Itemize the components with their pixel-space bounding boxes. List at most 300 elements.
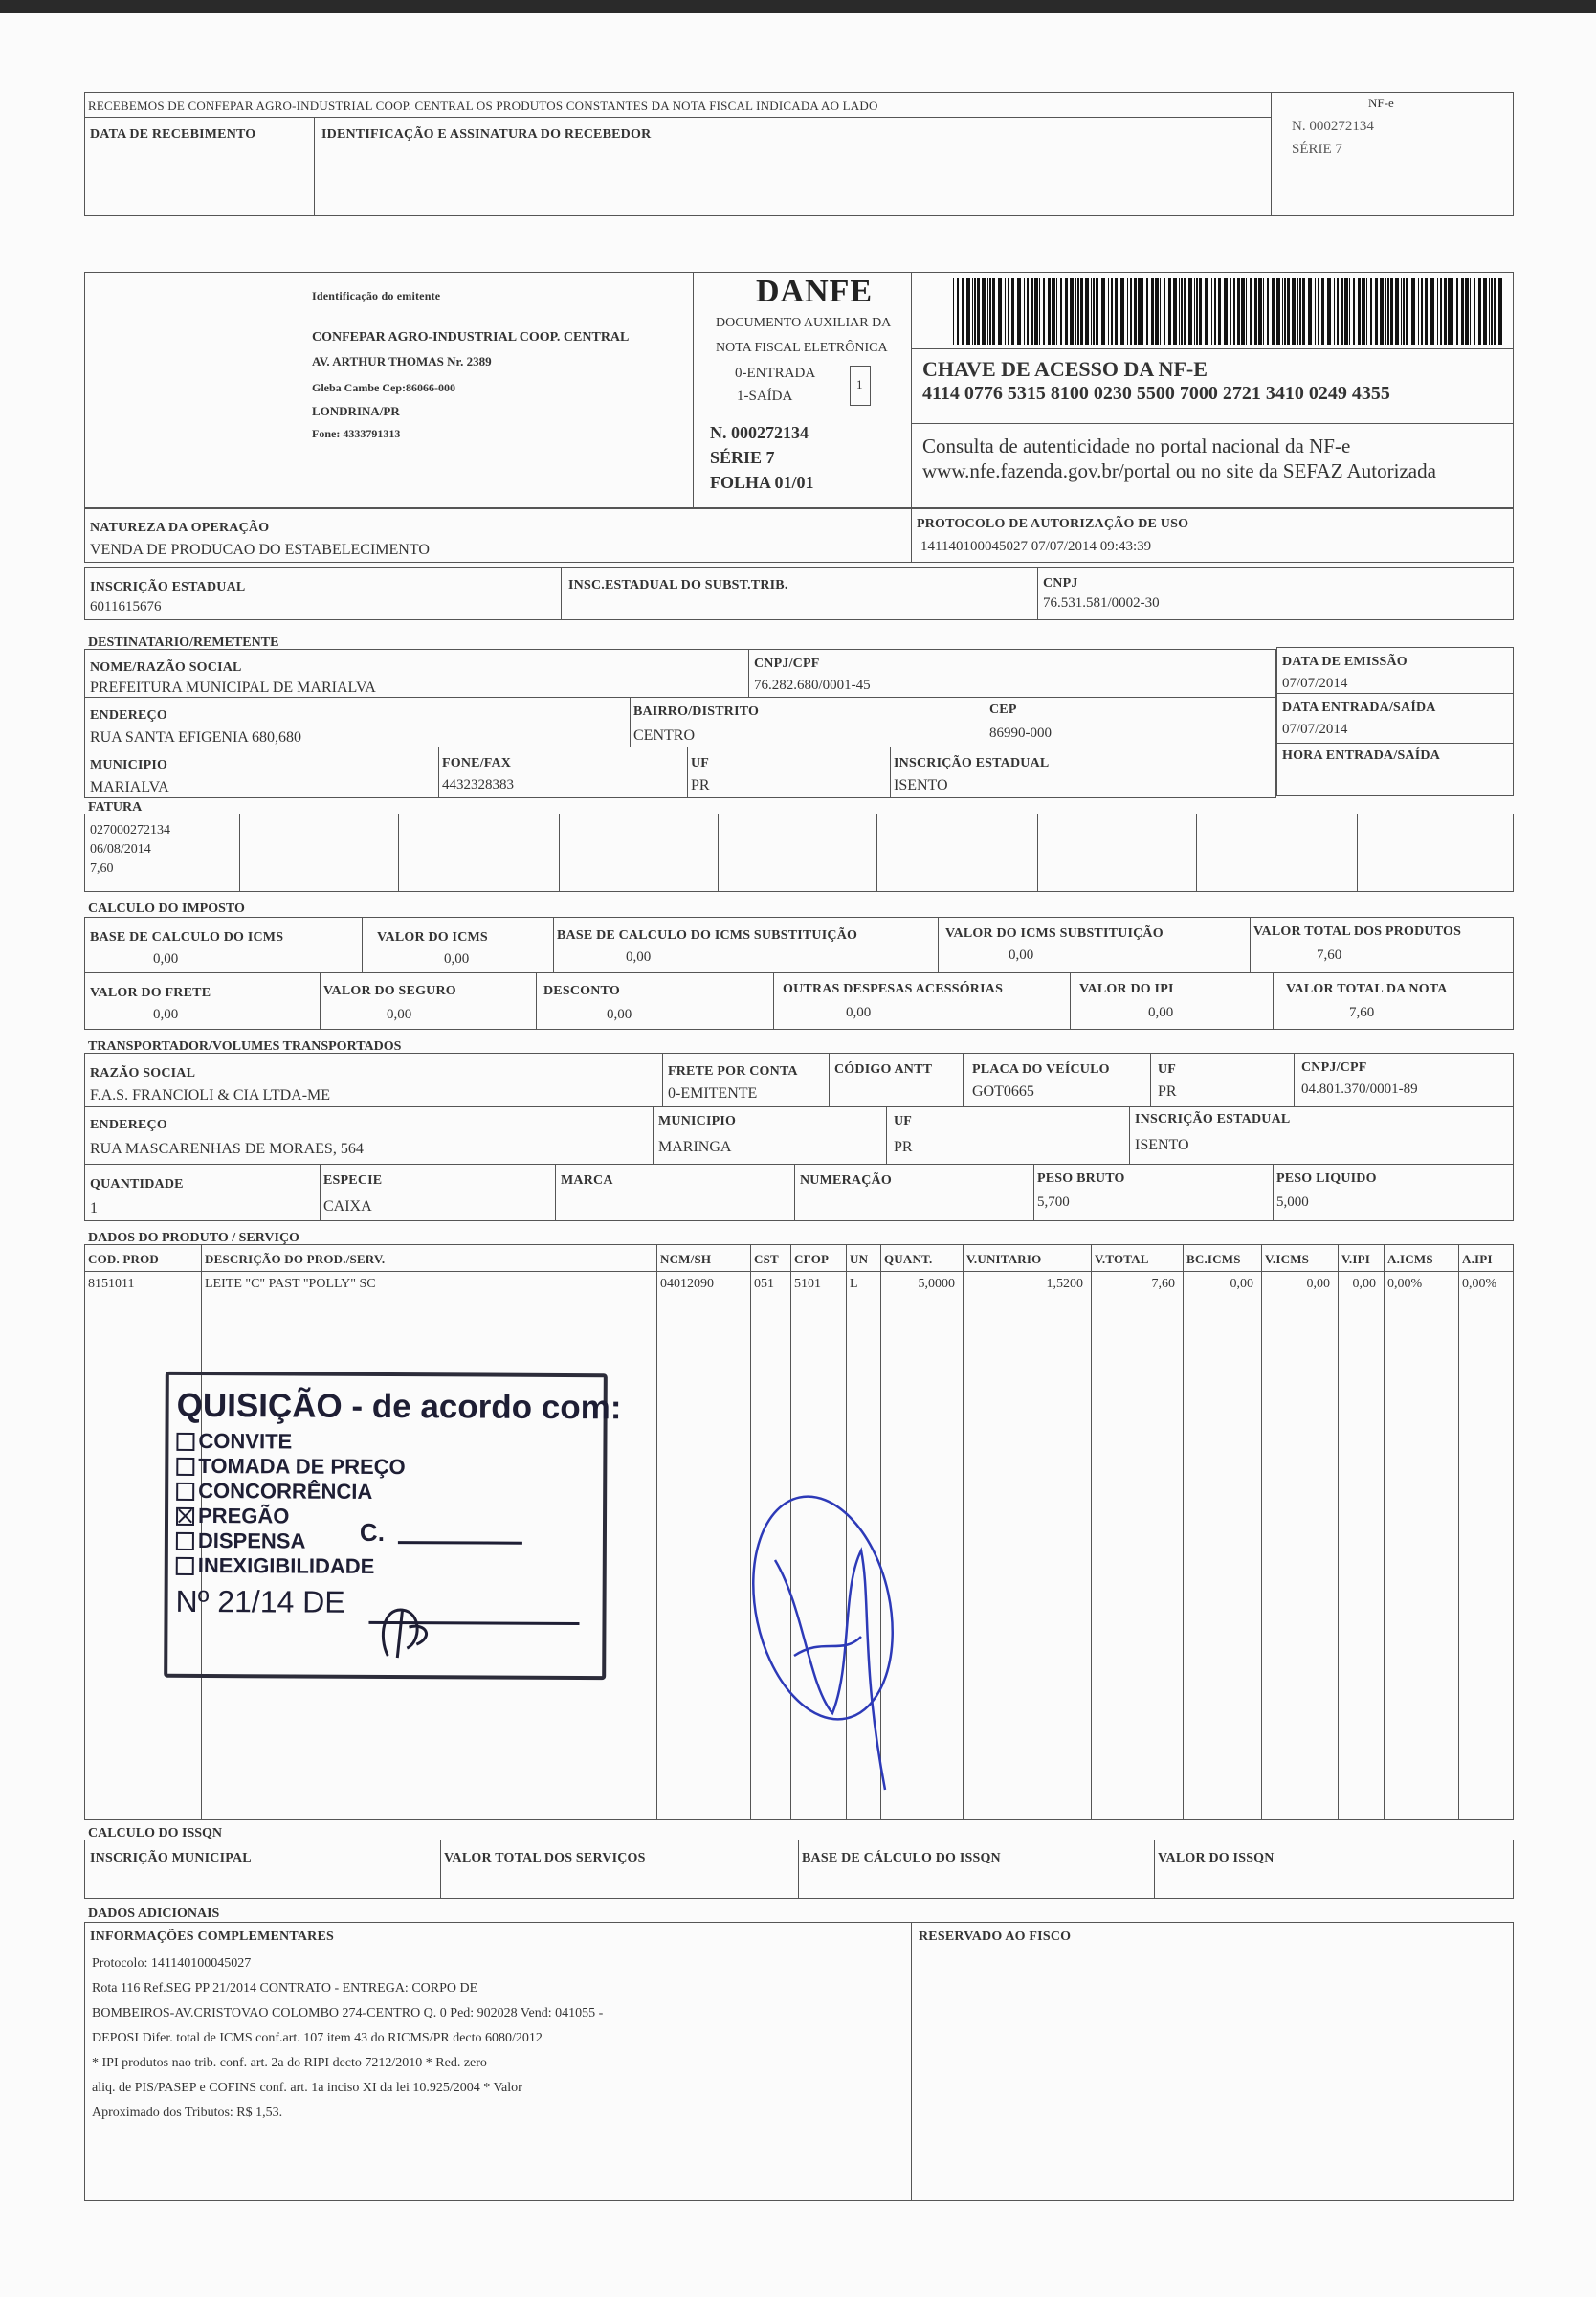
- transp-liquido-label: PESO LIQUIDO: [1276, 1171, 1377, 1186]
- barcode-bar: [1318, 278, 1319, 345]
- barcode-bar: [1267, 278, 1269, 345]
- barcode-bar: [1164, 278, 1165, 345]
- barcode-bar: [1341, 278, 1343, 345]
- barcode-bar: [972, 278, 973, 345]
- cell-cfop: 5101: [794, 1277, 821, 1291]
- barcode-bar: [1052, 278, 1055, 345]
- data-recebimento-label: DATA DE RECEBIMENTO: [90, 127, 256, 142]
- transp-municipio-label: MUNICIPIO: [658, 1114, 737, 1128]
- barcode-bar: [1031, 278, 1033, 345]
- barcode-bar: [962, 278, 964, 345]
- barcode-bar: [1395, 278, 1399, 345]
- checkbox-icon: [176, 1532, 194, 1550]
- danfe-title: DANFE: [756, 274, 874, 309]
- canhoto-nfe: NF-e: [1368, 96, 1394, 110]
- barcode-bar: [1370, 278, 1372, 345]
- transp-uf2-label: UF: [894, 1114, 913, 1128]
- info-label: INFORMAÇÕES COMPLEMENTARES: [90, 1929, 335, 1944]
- dest-entrada-label: DATA ENTRADA/SAÍDA: [1282, 701, 1436, 715]
- barcode-bar: [1375, 278, 1378, 345]
- dest-ie-label: INSCRIÇÃO ESTADUAL: [894, 756, 1050, 770]
- outras-label: OUTRAS DESPESAS ACESSÓRIAS: [783, 982, 1004, 996]
- frete: 0,00: [153, 1007, 179, 1022]
- dest-cep-label: CEP: [989, 702, 1017, 717]
- barcode-bar: [1263, 278, 1264, 345]
- transp-placa-label: PLACA DO VEÍCULO: [972, 1062, 1110, 1077]
- issqn-box: [84, 1840, 1514, 1899]
- checkbox-icon: [176, 1433, 194, 1451]
- transp-antt-label: CÓDIGO ANTT: [834, 1062, 933, 1077]
- barcode-bar: [1284, 278, 1286, 345]
- barcode-bar: [1494, 278, 1496, 345]
- v-prod: 7,60: [1317, 948, 1342, 963]
- col-header-cfop: CFOP: [794, 1252, 830, 1266]
- aquisicao-stamp: [164, 1372, 622, 1680]
- barcode-bar: [1282, 278, 1283, 345]
- fatura-numero: 027000272134: [90, 823, 170, 837]
- fisco-label: RESERVADO AO FISCO: [919, 1929, 1072, 1944]
- cell-descricao: LEITE "C" PAST "POLLY" SC: [205, 1277, 376, 1291]
- transp-especie: CAIXA: [323, 1198, 372, 1215]
- barcode-bar: [1315, 278, 1316, 345]
- barcode-bar: [1048, 278, 1051, 345]
- cell-un: L: [850, 1277, 858, 1291]
- dest-endereco: RUA SANTA EFIGENIA 680,680: [90, 729, 301, 746]
- col-header-un: UN: [850, 1252, 869, 1266]
- barcode-bar: [953, 278, 954, 345]
- fatura-valor: 7,60: [90, 861, 114, 876]
- barcode-bar: [1387, 278, 1389, 345]
- barcode-bar: [1115, 278, 1118, 345]
- barcode-bar: [1027, 278, 1029, 345]
- barcode-bar: [1411, 278, 1415, 345]
- barcode-bar: [1344, 278, 1348, 345]
- imposto-section: CALCULO DO IMPOSTO: [88, 902, 245, 916]
- protocolo-label: PROTOCOLO DE AUTORIZAÇÃO DE USO: [917, 517, 1189, 531]
- barcode-bar: [1349, 278, 1350, 345]
- barcode-bar: [1138, 278, 1142, 345]
- transp-numeracao-label: NUMERAÇÃO: [800, 1173, 892, 1188]
- col-header-bcicms: BC.ICMS: [1186, 1252, 1241, 1266]
- col-header-vicms: V.ICMS: [1265, 1252, 1310, 1266]
- cell-aipi: 0,00%: [1462, 1277, 1497, 1291]
- info-line: * IPI produtos nao trib. conf. art. 2a do RIPI decto 7212/2010 * Red. zero: [92, 2056, 487, 2070]
- transp-cnpj-label: CNPJ/CPF: [1301, 1060, 1367, 1075]
- scan-top-edge: [0, 0, 1596, 13]
- ipi: 0,00: [1148, 1005, 1174, 1020]
- transp-municipio: MARINGA: [658, 1139, 732, 1155]
- stamp-initials-icon: [368, 1598, 445, 1665]
- barcode-bar: [1199, 278, 1202, 345]
- barcode-bar: [1196, 278, 1198, 345]
- barcode-bar: [1181, 278, 1183, 345]
- transp-marca-label: MARCA: [561, 1173, 613, 1188]
- bc-icms-label: BASE DE CALCULO DO ICMS: [90, 930, 284, 945]
- desconto: 0,00: [607, 1007, 632, 1022]
- barcode-bar: [1043, 278, 1045, 345]
- transp-liquido: 5,000: [1276, 1194, 1309, 1210]
- desconto-label: DESCONTO: [543, 984, 620, 998]
- checkbox-icon: [176, 1458, 194, 1476]
- dest-hora-label: HORA ENTRADA/SAÍDA: [1282, 748, 1441, 763]
- barcode-bar: [1272, 278, 1275, 345]
- dest-endereco-label: ENDEREÇO: [90, 708, 167, 723]
- inscricao-box: [84, 567, 1514, 620]
- natureza-value: VENDA DE PRODUCAO DO ESTABELECIMENTO: [90, 542, 430, 558]
- barcode-bar: [1039, 278, 1040, 345]
- info-line: Protocolo: 141140100045027: [92, 1956, 252, 1971]
- dest-fone: 4432328383: [442, 777, 514, 792]
- cell-aicms: 0,00%: [1387, 1277, 1423, 1291]
- transp-bruto-label: PESO BRUTO: [1037, 1171, 1125, 1186]
- barcode-bar: [1205, 278, 1208, 345]
- outras: 0,00: [846, 1005, 872, 1020]
- col-header-ncm: NCM/SH: [660, 1252, 712, 1266]
- dest-nome-label: NOME/RAZÃO SOCIAL: [90, 660, 242, 675]
- danfe-numero: N. 000272134: [710, 423, 809, 442]
- barcode-bar: [1237, 278, 1240, 345]
- transp-uf: PR: [1158, 1083, 1177, 1100]
- barcode-bar: [989, 278, 991, 345]
- transp-endereco: RUA MASCARENHAS DE MORAES, 564: [90, 1141, 364, 1157]
- info-line: aliq. de PIS/PASEP e COFINS conf. art. 1a inciso XI da lei 10.925/2004 * Valor: [92, 2081, 522, 2095]
- barcode-bar: [1085, 278, 1089, 345]
- fatura-vencimento: 06/08/2014: [90, 842, 151, 857]
- barcode-bar: [1250, 278, 1252, 345]
- barcode-bar: [1194, 278, 1195, 345]
- natureza-label: NATUREZA DA OPERAÇÃO: [90, 521, 270, 535]
- barcode-bar: [1302, 278, 1305, 345]
- transp-uf2: PR: [894, 1139, 913, 1155]
- barcode: [953, 278, 1508, 345]
- barcode-bar: [992, 278, 995, 345]
- barcode-bar: [1448, 278, 1452, 345]
- checked-checkbox-icon: [176, 1507, 194, 1526]
- dest-emissao: 07/07/2014: [1282, 676, 1348, 691]
- protocolo-value: 141140100045027 07/07/2014 09:43:39: [920, 539, 1152, 554]
- cell-vtotal: 7,60: [1151, 1277, 1175, 1291]
- cell-vunit: 1,5200: [1046, 1277, 1083, 1291]
- stamp-opt-concorrencia: CONCORRÊNCIA: [176, 1479, 372, 1505]
- checkbox-icon: [176, 1557, 194, 1575]
- canhoto-numero: N. 000272134: [1292, 119, 1374, 134]
- barcode-bar: [1444, 278, 1447, 345]
- barcode-bar: [1461, 278, 1464, 345]
- transp-bruto: 5,700: [1037, 1194, 1070, 1210]
- cell-cod: 8151011: [88, 1277, 135, 1291]
- barcode-bar: [1456, 278, 1458, 345]
- barcode-bar: [1299, 278, 1301, 345]
- v-nota: 7,60: [1349, 1005, 1375, 1020]
- signature-icon: [718, 1474, 947, 1818]
- cell-quant: 5,0000: [918, 1277, 955, 1291]
- dest-fone-label: FONE/FAX: [442, 756, 512, 770]
- barcode-bar: [1483, 278, 1487, 345]
- barcode-bar: [1101, 278, 1105, 345]
- emitente-nome: CONFEPAR AGRO-INDUSTRIAL COOP. CENTRAL: [312, 330, 630, 345]
- barcode-bar: [1246, 278, 1247, 345]
- issqn-v-label: VALOR DO ISSQN: [1158, 1851, 1275, 1865]
- barcode-bar: [1024, 278, 1025, 345]
- cnpj-label: CNPJ: [1043, 576, 1078, 591]
- barcode-bar: [1498, 278, 1502, 345]
- barcode-bar: [1276, 278, 1280, 345]
- checkbox-icon: [176, 1483, 194, 1501]
- barcode-bar: [1337, 278, 1339, 345]
- canhoto-serie: SÉRIE 7: [1292, 142, 1342, 157]
- dest-cnpj: 76.282.680/0001-45: [754, 678, 871, 693]
- col-header-vunit: V.UNITARIO: [966, 1252, 1042, 1266]
- barcode-bar: [1120, 278, 1124, 345]
- dest-uf-label: UF: [691, 756, 710, 770]
- barcode-bar: [1403, 278, 1405, 345]
- transp-especie-label: ESPECIE: [323, 1173, 383, 1188]
- barcode-bar: [1130, 278, 1132, 345]
- barcode-bar: [1308, 278, 1312, 345]
- barcode-bar: [1362, 278, 1365, 345]
- stamp-opt-convite: CONVITE: [176, 1429, 292, 1455]
- barcode-bar: [1241, 278, 1245, 345]
- danfe-entrada: 0-ENTRADA: [735, 366, 816, 381]
- col-header-cst: CST: [754, 1252, 779, 1266]
- col-header-cod: COD. PROD: [88, 1252, 160, 1266]
- issqn-vts-label: VALOR TOTAL DOS SERVIÇOS: [444, 1851, 646, 1865]
- barcode-bar: [1160, 278, 1161, 345]
- emitente-fone: Fone: 4333791313: [312, 427, 401, 440]
- barcode-bar: [1168, 278, 1171, 345]
- transp-cnpj: 04.801.370/0001-89: [1301, 1082, 1418, 1097]
- barcode-bar: [1011, 278, 1014, 345]
- barcode-bar: [974, 278, 976, 345]
- stamp-opt-inexigibilidade: INEXIGIBILIDADE: [176, 1553, 375, 1579]
- barcode-bar: [1440, 278, 1442, 345]
- destinatario-box: [84, 649, 1276, 798]
- identificacao-recebedor-label: IDENTIFICAÇÃO E ASSINATURA DO RECEBEDOR: [321, 127, 652, 142]
- dest-ie: ISENTO: [894, 777, 948, 793]
- barcode-bar: [1005, 278, 1006, 345]
- barcode-bar: [1155, 278, 1159, 345]
- barcode-bar: [1080, 278, 1083, 345]
- col-header-vipi: V.IPI: [1341, 1252, 1371, 1266]
- stamp-opt-dispensa: DISPENSA: [176, 1528, 306, 1554]
- destinatario-section: DESTINATARIO/REMETENTE: [88, 636, 279, 650]
- dest-entrada: 07/07/2014: [1282, 722, 1348, 737]
- barcode-bar: [957, 278, 959, 345]
- emitente-gleba: Gleba Cambe Cep:86066-000: [312, 381, 455, 394]
- barcode-bar: [1146, 278, 1148, 345]
- consulta-line1: Consulta de autenticidade no portal nacional da NF-e: [922, 435, 1351, 457]
- danfe-saida: 1-SAÍDA: [737, 389, 793, 404]
- barcode-bar: [1070, 278, 1074, 345]
- cell-cst: 051: [754, 1277, 774, 1291]
- barcode-bar: [1179, 278, 1180, 345]
- barcode-bar: [1091, 278, 1092, 345]
- v-icms-label: VALOR DO ICMS: [377, 930, 488, 945]
- barcode-bar: [987, 278, 988, 345]
- barcode-bar: [977, 278, 980, 345]
- info-line: Rota 116 Ref.SEG PP 21/2014 CONTRATO - ENTREGA: CORPO DE: [92, 1981, 478, 1996]
- barcode-bar: [1425, 278, 1428, 345]
- info-line: DEPOSI Difer. total de ICMS conf.art. 107 item 43 do RICMS/PR decto 6080/2012: [92, 2031, 543, 2045]
- adicionais-section: DADOS ADICIONAIS: [88, 1907, 220, 1921]
- emitente-endereco: AV. ARTHUR THOMAS Nr. 2389: [312, 354, 492, 368]
- transp-qtd: 1: [90, 1200, 98, 1216]
- stamp-opt-pregao: PREGÃO: [176, 1504, 289, 1529]
- transp-razao: F.A.S. FRANCIOLI & CIA LTDA-ME: [90, 1087, 331, 1104]
- barcode-bar: [982, 278, 986, 345]
- barcode-bar: [1214, 278, 1216, 345]
- ie-value: 6011615676: [90, 599, 162, 614]
- barcode-bar: [1321, 278, 1324, 345]
- barcode-bar: [1108, 278, 1109, 345]
- barcode-bar: [1065, 278, 1068, 345]
- transp-placa: GOT0665: [972, 1083, 1034, 1100]
- barcode-bar: [1218, 278, 1221, 345]
- barcode-bar: [1188, 278, 1192, 345]
- cell-vipi: 0,00: [1352, 1277, 1376, 1291]
- dest-bairro: CENTRO: [633, 727, 695, 744]
- barcode-bar: [1142, 278, 1143, 345]
- barcode-bar: [1334, 278, 1335, 345]
- bc-icms: 0,00: [153, 951, 179, 967]
- seguro-label: VALOR DO SEGURO: [323, 984, 456, 998]
- danfe-folha: FOLHA 01/01: [710, 473, 814, 492]
- transp-ie: ISENTO: [1135, 1137, 1189, 1153]
- dest-cnpj-label: CNPJ/CPF: [754, 657, 820, 671]
- emitente-label: Identificação do emitente: [312, 289, 441, 302]
- fatura-section: FATURA: [88, 800, 143, 814]
- dest-emissao-label: DATA DE EMISSÃO: [1282, 655, 1408, 669]
- transp-endereco-label: ENDEREÇO: [90, 1118, 167, 1132]
- barcode-bar: [1421, 278, 1423, 345]
- ie-label: INSCRIÇÃO ESTADUAL: [90, 580, 246, 594]
- col-header-vtotal: V.TOTAL: [1095, 1252, 1149, 1266]
- transp-ie-label: INSCRIÇÃO ESTADUAL: [1135, 1112, 1291, 1126]
- dest-uf: PR: [691, 777, 710, 793]
- barcode-bar: [1474, 278, 1475, 345]
- consulta-line2: www.nfe.fazenda.gov.br/portal ou no site da SEFAZ Autorizada: [922, 459, 1436, 482]
- barcode-bar: [1056, 278, 1057, 345]
- emitente-cidade: LONDRINA/PR: [312, 404, 400, 418]
- dest-cep: 86990-000: [989, 725, 1052, 741]
- info-line: BOMBEIROS-AV.CRISTOVAO COLOMBO 274-CENTRO Q. 0 Ped: 902028 Vend: 041055 -: [92, 2006, 604, 2020]
- ie-st-label: INSC.ESTADUAL DO SUBST.TRIB.: [568, 578, 788, 592]
- col-header-aicms: A.ICMS: [1387, 1252, 1433, 1266]
- barcode-bar: [1258, 278, 1262, 345]
- stamp-numero: Nº 21/14 DE: [175, 1583, 345, 1619]
- dest-municipio-label: MUNICIPIO: [90, 758, 168, 772]
- tipo-operacao-value: 1: [856, 377, 863, 391]
- barcode-bar: [1134, 278, 1137, 345]
- frete-label: VALOR DO FRETE: [90, 986, 211, 1000]
- transp-frete-label: FRETE POR CONTA: [668, 1064, 798, 1079]
- barcode-bar: [1060, 278, 1062, 345]
- barcode-bar: [1287, 278, 1290, 345]
- barcode-bar: [1184, 278, 1186, 345]
- transp-razao-label: RAZÃO SOCIAL: [90, 1066, 196, 1081]
- barcode-bar: [1327, 278, 1331, 345]
- col-header-quant: QUANT.: [884, 1252, 933, 1266]
- barcode-bar: [1353, 278, 1355, 345]
- stamp-opt-tomada: TOMADA DE PREÇO: [176, 1454, 405, 1480]
- barcode-bar: [1465, 278, 1469, 345]
- transp-qtd-label: QUANTIDADE: [90, 1177, 184, 1192]
- barcode-bar: [1034, 278, 1038, 345]
- dest-nome: PREFEITURA MUNICIPAL DE MARIALVA: [90, 680, 376, 696]
- barcode-bar: [1077, 278, 1079, 345]
- issqn-im-label: INSCRIÇÃO MUNICIPAL: [90, 1851, 252, 1865]
- barcode-bar: [1478, 278, 1481, 345]
- fatura-box: [84, 814, 1514, 892]
- barcode-bar: [1491, 278, 1493, 345]
- barcode-bar: [1111, 278, 1113, 345]
- v-icms: 0,00: [444, 951, 470, 967]
- issqn-section: CALCULO DO ISSQN: [88, 1826, 223, 1840]
- stamp-title: QUISIÇÃO - de acordo com:: [176, 1386, 622, 1427]
- barcode-bar: [1437, 278, 1438, 345]
- barcode-bar: [1297, 278, 1298, 345]
- barcode-bar: [1380, 278, 1384, 345]
- seguro: 0,00: [387, 1007, 412, 1022]
- barcode-bar: [1224, 278, 1228, 345]
- barcode-bar: [1401, 278, 1402, 345]
- danfe-line1: DOCUMENTO AUXILIAR DA: [716, 316, 892, 330]
- barcode-bar: [1173, 278, 1177, 345]
- barcode-bar: [1358, 278, 1361, 345]
- chave-value: 4114 0776 5315 8100 0230 5500 7000 2721 3410 0249 4355: [922, 383, 1390, 404]
- danfe-serie: SÉRIE 7: [710, 448, 775, 467]
- barcode-bar: [1075, 278, 1076, 345]
- transp-frete: 0-EMITENTE: [668, 1085, 758, 1102]
- transp-uf-label: UF: [1158, 1062, 1177, 1077]
- dest-municipio: MARIALVA: [90, 779, 169, 795]
- issqn-bc-label: BASE DE CÁLCULO DO ISSQN: [802, 1851, 1001, 1865]
- barcode-bar: [1470, 278, 1471, 345]
- barcode-bar: [998, 278, 1002, 345]
- col-header-aipi: A.IPI: [1462, 1252, 1493, 1266]
- barcode-bar: [1430, 278, 1434, 345]
- barcode-bar: [1390, 278, 1393, 345]
- info-line: Aproximado dos Tributos: R$ 1,53.: [92, 2106, 283, 2120]
- v-prod-label: VALOR TOTAL DOS PRODUTOS: [1253, 925, 1462, 939]
- barcode-bar: [1151, 278, 1154, 345]
- barcode-bar: [1008, 278, 1009, 345]
- cell-ncm: 04012090: [660, 1277, 714, 1291]
- barcode-bar: [1096, 278, 1098, 345]
- v-nota-label: VALOR TOTAL DA NOTA: [1286, 982, 1448, 996]
- cell-vicms: 0,00: [1306, 1277, 1330, 1291]
- barcode-bar: [1230, 278, 1231, 345]
- danfe-line2: NOTA FISCAL ELETRÔNICA: [716, 341, 888, 355]
- barcode-bar: [1452, 278, 1453, 345]
- chave-label: CHAVE DE ACESSO DA NF-E: [922, 357, 1208, 381]
- barcode-bar: [1418, 278, 1419, 345]
- barcode-bar: [1017, 278, 1021, 345]
- bc-st: 0,00: [626, 949, 652, 965]
- ipi-label: VALOR DO IPI: [1079, 982, 1174, 996]
- transportador-section: TRANSPORTADOR/VOLUMES TRANSPORTADOS: [88, 1039, 402, 1054]
- cnpj-value: 76.531.581/0002-30: [1043, 595, 1160, 611]
- col-header-descricao: DESCRIÇÃO DO PROD./SERV.: [205, 1252, 386, 1266]
- barcode-bar: [1366, 278, 1367, 345]
- barcode-bar: [1385, 278, 1386, 345]
- v-st-label: VALOR DO ICMS SUBSTITUIÇÃO: [945, 926, 1164, 941]
- barcode-bar: [1292, 278, 1296, 345]
- cell-bcicms: 0,00: [1230, 1277, 1253, 1291]
- barcode-bar: [1211, 278, 1212, 345]
- dest-bairro-label: BAIRRO/DISTRITO: [633, 704, 760, 719]
- barcode-bar: [1489, 278, 1490, 345]
